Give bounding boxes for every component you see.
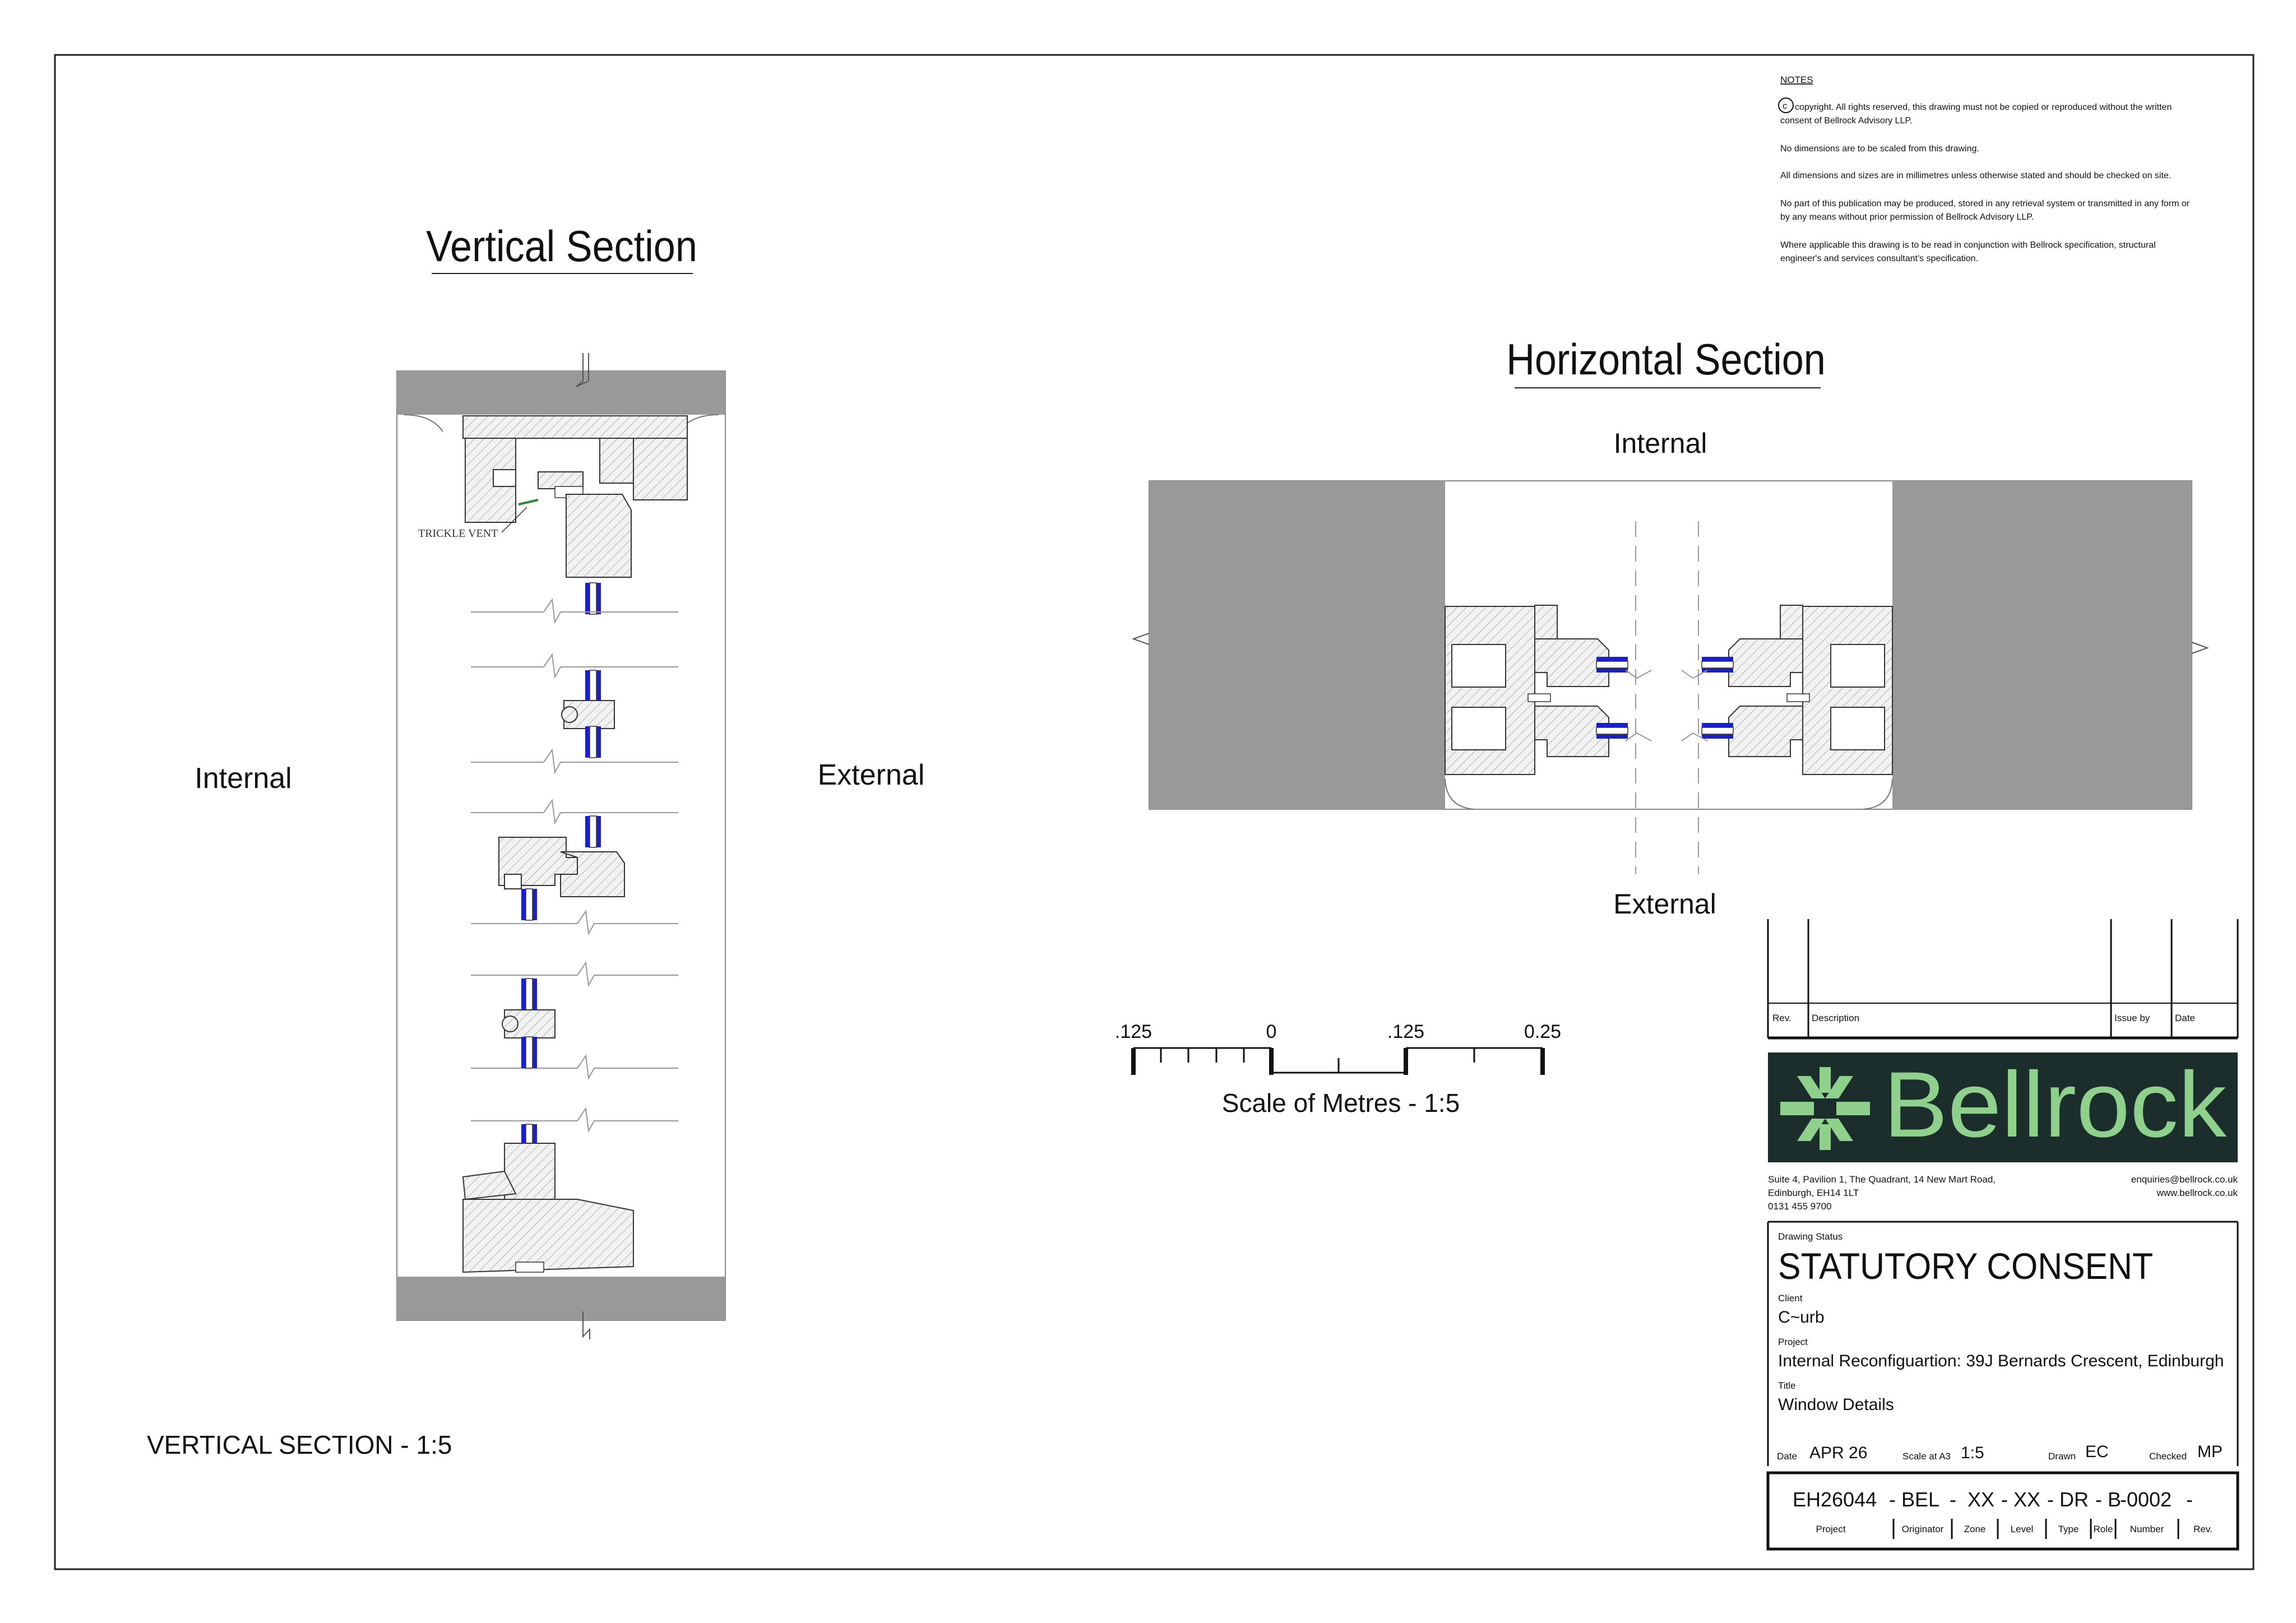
- address-line: Edinburgh, EH14 1LT: [1768, 1188, 1859, 1198]
- checked-value: MP: [2197, 1443, 2223, 1461]
- internal-label: Internal: [195, 762, 292, 795]
- number-part: - XX: [2001, 1488, 2041, 1511]
- notes-line: consent of Bellrock Advisory LLP.: [1780, 116, 1913, 126]
- left-box-frame: [1445, 605, 1609, 775]
- number-label: Number: [2130, 1524, 2164, 1534]
- vertical-section-title: Vertical Section: [426, 221, 697, 271]
- scale-tick-label: 0.25: [1524, 1021, 1562, 1042]
- drawing-status-label: Drawing Status: [1778, 1231, 1843, 1242]
- number-label: Project: [1816, 1524, 1846, 1534]
- number-part: XX: [1968, 1488, 1995, 1511]
- date-label: Date: [1777, 1451, 1797, 1462]
- head-frame: [418, 416, 687, 614]
- horizontal-section-title: Horizontal Section: [1506, 335, 1826, 384]
- issue-by-header: Issue by: [2114, 1013, 2150, 1023]
- title-block: [1768, 919, 2238, 1549]
- scale-at-a3-value: 1:5: [1961, 1444, 1984, 1462]
- drawn-label: Drawn: [2048, 1451, 2076, 1462]
- sill-frame: [463, 1143, 633, 1272]
- description-header: Description: [1812, 1013, 1860, 1023]
- notes-line: Where applicable this drawing is to be read in conjunction with Bellrock specification, structural: [1780, 240, 2156, 250]
- right-box-frame: [1729, 605, 1892, 775]
- notes-line: copyright. All rights reserved, this drawing must not be copied or reproduced without the written: [1795, 103, 2172, 112]
- scale-label: Scale of Metres - 1:5: [1221, 1088, 1460, 1117]
- client-label: Client: [1778, 1293, 1803, 1304]
- title-label: Title: [1778, 1380, 1796, 1391]
- notes-line: engineer's and services consultant's specification.: [1780, 254, 1978, 263]
- scale-tick-label: .125: [1114, 1021, 1152, 1042]
- checked-label: Checked: [2149, 1451, 2187, 1462]
- scale-at-a3-label: Scale at A3: [1902, 1451, 1951, 1462]
- number-label: Role: [2093, 1524, 2113, 1534]
- number-part: - DR: [2047, 1488, 2089, 1511]
- right-jamb-masonry: [1892, 481, 2192, 809]
- horizontal-internal-label: Internal: [1613, 428, 1707, 459]
- vertical-section: [195, 222, 924, 1339]
- copyright-symbol: c: [1783, 101, 1787, 111]
- number-part: EH26044: [1793, 1488, 1877, 1511]
- number-label: Rev.: [2193, 1524, 2212, 1534]
- meeting-rails: [499, 837, 624, 897]
- address-line: Suite 4, Pavilion 1, The Quadrant, 14 New Mart Road,: [1768, 1174, 1996, 1185]
- number-part: -: [1950, 1488, 1956, 1511]
- date-value: APR 26: [1809, 1444, 1868, 1462]
- number-label: Level: [2010, 1524, 2034, 1534]
- sill-masonry: [397, 1277, 725, 1320]
- scale-tick-label: .125: [1387, 1021, 1425, 1042]
- email-text: enquiries@bellrock.co.uk: [2131, 1174, 2238, 1185]
- address-line: 0131 455 9700: [1768, 1201, 1832, 1212]
- trickle-vent-marker: [519, 500, 538, 504]
- left-jamb-masonry: [1149, 481, 1445, 809]
- number-part: - BEL: [1889, 1488, 1940, 1511]
- horizontal-external-label: External: [1613, 888, 1716, 920]
- rev-header: Rev.: [1772, 1013, 1792, 1023]
- number-part: - B: [2095, 1488, 2122, 1511]
- trickle-vent-label: TRICKLE VENT: [418, 527, 498, 540]
- scale-tick-label: 0: [1266, 1021, 1277, 1042]
- notes-line: No dimensions are to be scaled from this drawing.: [1780, 144, 1979, 154]
- notes-block: [1779, 75, 2190, 263]
- scale-bar: [1115, 1021, 1561, 1117]
- centre-lines: [1636, 521, 1698, 874]
- vertical-section-caption: VERTICAL SECTION - 1:5: [147, 1430, 452, 1459]
- horizontal-section: [1133, 335, 2207, 920]
- drawn-value: EC: [2085, 1443, 2109, 1461]
- notes-line: by any means without prior permission of Bellrock Advisory LLP.: [1780, 212, 2034, 222]
- title-value: Window Details: [1778, 1395, 1894, 1414]
- number-label: Type: [2058, 1524, 2079, 1534]
- number-part: -0002: [2120, 1488, 2172, 1511]
- drawing-number-box: [1768, 1473, 2238, 1549]
- notes-line: All dimensions and sizes are in millimetres unless otherwise stated and should be checked on site.: [1780, 171, 2172, 180]
- project-label: Project: [1778, 1337, 1808, 1347]
- logo-text: Bellrock: [1883, 1053, 2228, 1157]
- number-label: Zone: [1964, 1524, 1986, 1534]
- project-value: Internal Reconfiguartion: 39J Bernards Crescent, Edinburgh: [1778, 1352, 2224, 1370]
- external-label: External: [817, 759, 925, 791]
- number-label: Originator: [1901, 1524, 1944, 1534]
- client-value: C~urb: [1778, 1308, 1825, 1327]
- notes-heading: NOTES: [1780, 75, 1813, 85]
- sheet-border: [55, 55, 2253, 1569]
- drawing-status: STATUTORY CONSENT: [1778, 1246, 2154, 1287]
- number-part: -: [2186, 1488, 2193, 1511]
- head-lintel: [397, 371, 725, 415]
- website-text: www.bellrock.co.uk: [2156, 1188, 2238, 1198]
- date-header: Date: [2175, 1013, 2195, 1023]
- notes-line: No part of this publication may be produced, stored in any retrieval system or transmitted in any form or: [1780, 199, 2190, 208]
